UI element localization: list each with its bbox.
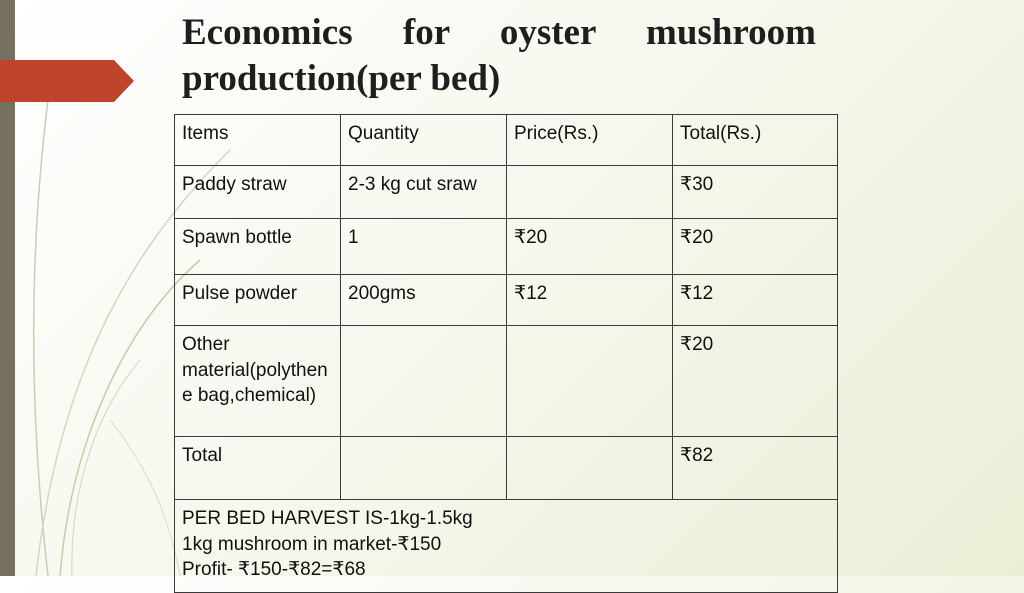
header-cell: Price(Rs.) [507,115,673,166]
table-cell: ₹30 [673,166,838,219]
table-cell: 1 [341,219,507,275]
table-row [175,275,838,326]
table-cell: ₹82 [673,437,838,500]
table-cell [341,326,507,437]
table-row [175,437,838,500]
header-cell: Quantity [341,115,507,166]
table-footer-row [175,500,838,593]
table-cell: Total [175,437,341,500]
table-row [175,219,838,275]
table-cell: ₹20 [507,219,673,275]
table-cell: 200gms [341,275,507,326]
header-cell: Total(Rs.) [673,115,838,166]
table-cell: ₹12 [507,275,673,326]
table-cell: Spawn bottle [175,219,341,275]
slide-title: Economics for oyster mushroom production(per bed) [182,12,816,99]
table-cell [507,437,673,500]
economics-table [174,114,838,593]
harvest-summary-cell [175,500,838,593]
market-price-line: 1kg mushroom in market-₹150 [182,533,442,555]
table-cell: Paddy straw [175,166,341,219]
table-cell: ₹12 [673,275,838,326]
header-cell: Items [175,115,341,166]
profit-line: Profit- ₹150-₹82=₹68 [182,559,366,580]
table-cell: Pulse powder [175,275,341,326]
table-cell: ₹20 [673,326,838,437]
harvest-line: PER BED HARVEST IS-1kg-1.5kg [182,508,473,529]
table-cell: ₹20 [673,219,838,275]
table-cell: 2-3 kg cut sraw [341,166,507,219]
table-row [175,326,838,437]
table-cell: Other material(polythene bag,chemical) [175,326,341,437]
table-cell [341,437,507,500]
table-header-row [175,115,838,166]
table-row [175,166,838,219]
title-arrow-accent [0,60,134,102]
table-cell [507,166,673,219]
table-cell [507,326,673,437]
